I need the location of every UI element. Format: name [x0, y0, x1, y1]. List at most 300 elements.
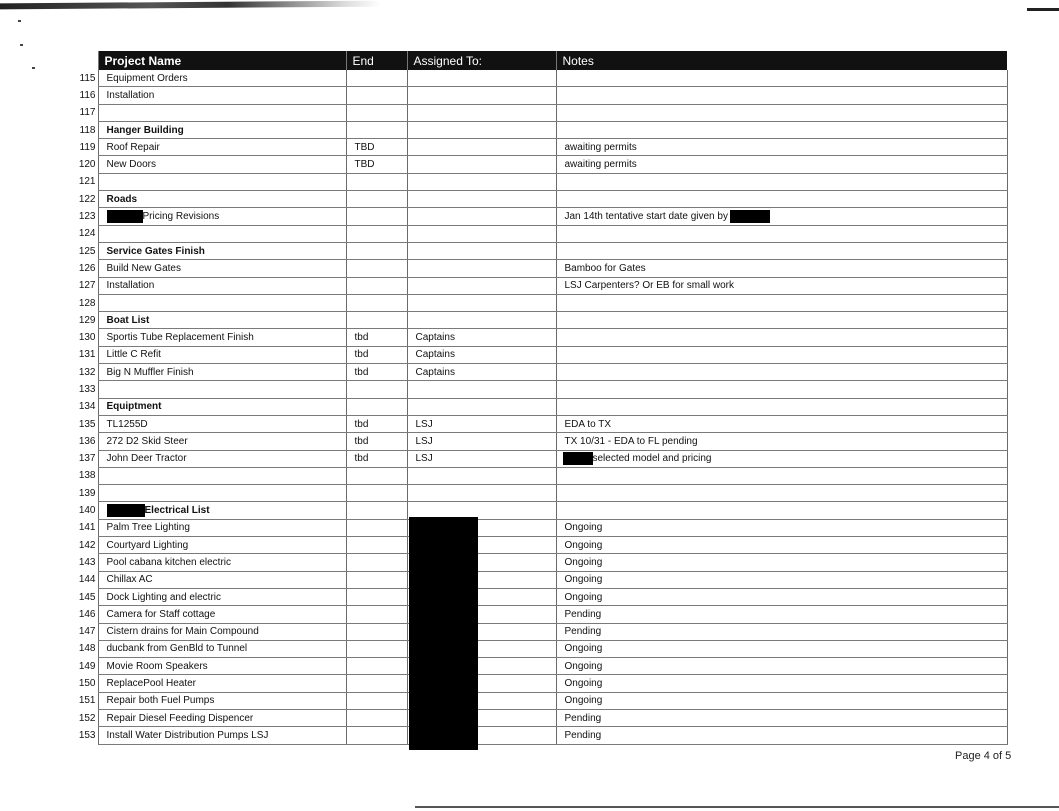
- row-number: [74, 398, 98, 415]
- notes-cell: [556, 225, 1007, 242]
- row-number-text: 139: [78, 487, 96, 499]
- assigned-to-cell-text: Captains: [415, 332, 455, 344]
- end-cell-text: tbd: [354, 349, 369, 361]
- assigned-to-cell-text: LSJ: [415, 418, 433, 430]
- notes-cell: [556, 381, 1007, 398]
- project-name-cell: [98, 70, 346, 87]
- project-name-cell: [98, 727, 346, 744]
- project-name-cell-text: Roads: [106, 193, 138, 205]
- assigned-to-cell: [407, 156, 556, 173]
- project-name-cell: [98, 398, 346, 415]
- project-name-cell: [98, 139, 346, 156]
- end-cell: [346, 242, 407, 259]
- assigned-to-cell: [407, 398, 556, 415]
- notes-cell: [556, 208, 1007, 225]
- row-number: [74, 329, 98, 346]
- end-cell: [346, 225, 407, 242]
- end-cell: [346, 260, 407, 277]
- project-name-cell-text: Electrical List: [144, 505, 210, 517]
- notes-cell-text: awaiting permits: [564, 159, 637, 171]
- end-cell: [346, 606, 407, 623]
- notes-cell: [556, 121, 1007, 138]
- notes-cell: [556, 502, 1007, 519]
- row-number: [74, 225, 98, 242]
- row-number-text: 145: [78, 591, 96, 603]
- notes-cell: [556, 294, 1007, 311]
- project-name-cell: [98, 537, 346, 554]
- notes-cell: [556, 485, 1007, 502]
- project-name-cell: [98, 502, 346, 519]
- assigned-to-cell: [407, 485, 556, 502]
- project-name-cell-text: 272 D2 Skid Steer: [106, 435, 188, 447]
- row-number-text: 123: [78, 211, 96, 223]
- table-row: [74, 121, 1007, 138]
- table-row: [74, 415, 1007, 432]
- notes-cell-text: Pending: [564, 729, 602, 741]
- notes-cell-text: Bamboo for Gates: [564, 262, 646, 274]
- row-number: [74, 242, 98, 259]
- row-number: [74, 277, 98, 294]
- redaction-block: [730, 210, 770, 223]
- table-row: [74, 87, 1007, 104]
- end-cell: [346, 277, 407, 294]
- assigned-to-cell-text: LSJ: [415, 435, 433, 447]
- project-name-cell: [98, 415, 346, 432]
- project-name-cell: [98, 450, 346, 467]
- table-row: [74, 139, 1007, 156]
- assigned-to-cell: [407, 312, 556, 329]
- row-number-text: 150: [78, 678, 96, 690]
- project-name-cell: [98, 588, 346, 605]
- row-number: [74, 191, 98, 208]
- table-row: [74, 727, 1007, 744]
- project-name-cell-text: Installation: [106, 280, 155, 292]
- notes-cell: [556, 156, 1007, 173]
- row-number: [74, 485, 98, 502]
- project-name-cell: [98, 329, 346, 346]
- redaction-block: [107, 504, 145, 517]
- row-number: [74, 502, 98, 519]
- end-cell: [346, 692, 407, 709]
- notes-cell-text: Ongoing: [564, 574, 603, 586]
- project-name-cell-text: Hanger Building: [106, 124, 184, 136]
- table-row: [74, 173, 1007, 190]
- project-name-cell-text: Chillax AC: [106, 574, 153, 586]
- end-cell: [346, 450, 407, 467]
- assigned-to-cell: [407, 381, 556, 398]
- project-name-cell-text: Camera for Staff cottage: [106, 608, 216, 620]
- row-number-text: 151: [78, 695, 96, 707]
- row-number-text: 126: [78, 262, 96, 274]
- row-number-text: 137: [78, 453, 96, 465]
- end-cell: [346, 502, 407, 519]
- project-name-cell-text: New Doors: [106, 159, 156, 171]
- project-name-cell-text: Pool cabana kitchen electric: [106, 556, 232, 568]
- table-row: [74, 433, 1007, 450]
- notes-cell-text: Jan 14th tentative start date given by: [564, 211, 728, 223]
- notes-cell-text: Pending: [564, 712, 602, 724]
- notes-cell: [556, 277, 1007, 294]
- table-row: [74, 260, 1007, 277]
- row-number: [74, 658, 98, 675]
- end-cell: [346, 346, 407, 363]
- notes-cell-text: awaiting permits: [564, 141, 637, 153]
- table-row: [74, 277, 1007, 294]
- notes-cell-text: Ongoing: [564, 660, 603, 672]
- assigned-to-cell: [407, 294, 556, 311]
- scan-speck: [32, 67, 35, 69]
- row-number-text: 125: [78, 245, 96, 257]
- row-number: [74, 554, 98, 571]
- assigned-to-cell: [407, 415, 556, 432]
- table-row: [74, 208, 1007, 225]
- project-name-cell: [98, 571, 346, 588]
- notes-cell-text: selected model and pricing: [592, 453, 712, 465]
- project-name-cell-text: Big N Muffler Finish: [106, 366, 194, 378]
- table-row: [74, 450, 1007, 467]
- assigned-to-cell-text: Captains: [415, 349, 455, 361]
- row-number: [74, 588, 98, 605]
- project-name-cell: [98, 121, 346, 138]
- project-name-cell: [98, 173, 346, 190]
- end-cell: [346, 658, 407, 675]
- row-number: [74, 675, 98, 692]
- end-cell-text: tbd: [354, 366, 369, 378]
- notes-cell: [556, 623, 1007, 640]
- row-number: [74, 415, 98, 432]
- project-name-cell-text: Cistern drains for Main Compound: [106, 626, 259, 638]
- notes-cell: [556, 709, 1007, 726]
- project-name-cell-text: Equipment Orders: [106, 72, 188, 84]
- assigned-to-cell: [407, 433, 556, 450]
- project-name-cell: [98, 364, 346, 381]
- project-name-cell: [98, 156, 346, 173]
- notes-cell: [556, 139, 1007, 156]
- end-cell: [346, 173, 407, 190]
- end-cell: [346, 709, 407, 726]
- assigned-to-cell: [407, 364, 556, 381]
- table-row: [74, 312, 1007, 329]
- header-row: [74, 51, 1007, 70]
- column-header-end: End: [346, 51, 407, 70]
- row-number: [74, 173, 98, 190]
- project-name-cell-text: Repair Diesel Feeding Dispencer: [106, 712, 254, 724]
- table-row: [74, 709, 1007, 726]
- table-row: [74, 346, 1007, 363]
- end-cell: [346, 294, 407, 311]
- notes-cell: [556, 415, 1007, 432]
- table-row: [74, 502, 1007, 519]
- column-header-project-name: Project Name: [98, 51, 346, 70]
- project-name-cell-text: Palm Tree Lighting: [106, 522, 190, 534]
- end-cell: [346, 87, 407, 104]
- project-name-cell: [98, 104, 346, 121]
- scan-artifact-bottom: [415, 806, 1059, 808]
- notes-cell-text: Ongoing: [564, 539, 603, 551]
- end-cell: [346, 640, 407, 657]
- scan-artifact-top-right: [1027, 8, 1059, 11]
- project-name-cell-text: Pricing Revisions: [142, 211, 220, 223]
- notes-cell: [556, 519, 1007, 536]
- assigned-to-cell: [407, 225, 556, 242]
- project-name-cell: [98, 692, 346, 709]
- row-number-text: 148: [78, 643, 96, 655]
- notes-cell-text: LSJ Carpenters? Or EB for small work: [564, 280, 734, 292]
- row-number: [74, 121, 98, 138]
- project-name-cell: [98, 294, 346, 311]
- project-name-cell: [98, 467, 346, 484]
- row-number-text: 129: [78, 314, 96, 326]
- project-name-cell-text: Little C Refit: [106, 349, 161, 361]
- assigned-to-cell: [407, 450, 556, 467]
- project-name-cell-text: Repair both Fuel Pumps: [106, 695, 215, 707]
- row-number-text: 130: [78, 332, 96, 344]
- table-row: [74, 191, 1007, 208]
- notes-cell: [556, 364, 1007, 381]
- end-cell: [346, 139, 407, 156]
- scan-speck: [18, 20, 21, 22]
- table-row: [74, 537, 1007, 554]
- row-number: [74, 70, 98, 87]
- row-number-text: 149: [78, 660, 96, 672]
- project-name-cell-text: Install Water Distribution Pumps LSJ: [106, 729, 269, 741]
- assigned-to-cell: [407, 121, 556, 138]
- row-number: [74, 606, 98, 623]
- project-name-cell: [98, 709, 346, 726]
- row-number-text: 119: [79, 141, 96, 153]
- notes-cell: [556, 104, 1007, 121]
- row-number: [74, 571, 98, 588]
- assigned-to-cell-text: Captains: [415, 366, 455, 378]
- notes-cell-text: Ongoing: [564, 678, 603, 690]
- end-cell-text: tbd: [354, 453, 369, 465]
- end-cell: [346, 70, 407, 87]
- row-number: [74, 433, 98, 450]
- end-cell-text: TBD: [354, 141, 375, 153]
- table-row: [74, 156, 1007, 173]
- project-name-cell: [98, 381, 346, 398]
- row-number-text: 143: [78, 556, 96, 568]
- notes-cell: [556, 675, 1007, 692]
- project-name-cell: [98, 554, 346, 571]
- notes-cell: [556, 242, 1007, 259]
- notes-cell: [556, 260, 1007, 277]
- end-cell: [346, 329, 407, 346]
- project-name-cell: [98, 640, 346, 657]
- project-table: [74, 51, 1008, 745]
- table-row: [74, 692, 1007, 709]
- assigned-to-cell: [407, 208, 556, 225]
- row-number-text: 120: [78, 159, 96, 171]
- row-number: [74, 727, 98, 744]
- assigned-to-cell-text: LSJ: [415, 453, 433, 465]
- project-name-cell: [98, 433, 346, 450]
- row-number-text: 142: [78, 539, 96, 551]
- row-number: [74, 623, 98, 640]
- project-name-cell: [98, 225, 346, 242]
- notes-cell-text: Pending: [564, 626, 602, 638]
- end-cell: [346, 727, 407, 744]
- row-number: [74, 519, 98, 536]
- notes-cell: [556, 398, 1007, 415]
- project-name-cell: [98, 208, 346, 225]
- table-body: [74, 70, 1007, 744]
- row-number-text: 133: [78, 383, 96, 395]
- assigned-to-cell: [407, 329, 556, 346]
- row-number: [74, 640, 98, 657]
- project-name-cell: [98, 87, 346, 104]
- column-header-notes: Notes: [556, 51, 1007, 70]
- row-number-text: 152: [78, 712, 96, 724]
- end-cell: [346, 554, 407, 571]
- row-number-text: 146: [78, 608, 96, 620]
- project-name-cell: [98, 519, 346, 536]
- scan-artifact-top: [0, 1, 380, 10]
- table-row: [74, 381, 1007, 398]
- row-number: [74, 709, 98, 726]
- end-cell-text: TBD: [354, 159, 375, 171]
- row-number: [74, 537, 98, 554]
- redaction-block: [563, 452, 593, 465]
- row-number-text: 116: [79, 89, 96, 101]
- project-name-cell-text: ducbank from GenBld to Tunnel: [106, 643, 248, 655]
- notes-cell: [556, 658, 1007, 675]
- redaction-block-assigned: [409, 517, 478, 750]
- project-name-cell-text: Courtyard Lighting: [106, 539, 189, 551]
- end-cell: [346, 519, 407, 536]
- notes-cell: [556, 467, 1007, 484]
- end-cell-text: tbd: [354, 418, 369, 430]
- project-name-cell-text: Service Gates Finish: [106, 245, 205, 257]
- table-row: [74, 294, 1007, 311]
- project-name-cell-text: Movie Room Speakers: [106, 660, 208, 672]
- table-row: [74, 658, 1007, 675]
- notes-cell: [556, 571, 1007, 588]
- notes-cell: [556, 329, 1007, 346]
- row-number-text: 136: [78, 435, 96, 447]
- notes-cell: [556, 692, 1007, 709]
- table-row: [74, 485, 1007, 502]
- project-name-cell-text: John Deer Tractor: [106, 453, 187, 465]
- notes-cell-text: Ongoing: [564, 695, 603, 707]
- row-number-text: 124: [78, 228, 96, 240]
- notes-cell: [556, 537, 1007, 554]
- notes-cell: [556, 727, 1007, 744]
- end-cell: [346, 433, 407, 450]
- notes-cell: [556, 87, 1007, 104]
- end-cell-text: tbd: [354, 435, 369, 447]
- table-row: [74, 571, 1007, 588]
- row-number-text: 147: [78, 626, 96, 638]
- row-number: [74, 156, 98, 173]
- assigned-to-cell: [407, 467, 556, 484]
- project-name-cell-text: ReplacePool Heater: [106, 678, 196, 690]
- project-name-cell-text: Boat List: [106, 314, 150, 326]
- assigned-to-cell: [407, 87, 556, 104]
- row-number-text: 131: [78, 349, 96, 361]
- notes-cell-text: Ongoing: [564, 591, 603, 603]
- table-row: [74, 519, 1007, 536]
- row-number-text: 117: [79, 107, 96, 119]
- notes-cell-text: Ongoing: [564, 643, 603, 655]
- row-number-text: 134: [78, 401, 96, 413]
- row-number-text: 138: [78, 470, 96, 482]
- row-number-header: [74, 51, 98, 70]
- notes-cell: [556, 640, 1007, 657]
- row-number-text: 127: [78, 280, 96, 292]
- assigned-to-cell: [407, 277, 556, 294]
- assigned-to-cell: [407, 173, 556, 190]
- assigned-to-cell: [407, 242, 556, 259]
- row-number: [74, 364, 98, 381]
- row-number-text: 140: [78, 505, 96, 517]
- row-number: [74, 312, 98, 329]
- project-name-cell-text: Equiptment: [106, 401, 162, 413]
- notes-cell: [556, 606, 1007, 623]
- project-name-cell: [98, 277, 346, 294]
- table-row: [74, 588, 1007, 605]
- table-row: [74, 623, 1007, 640]
- notes-cell-text: TX 10/31 - EDA to FL pending: [564, 435, 698, 447]
- row-number: [74, 346, 98, 363]
- row-number-text: 153: [78, 729, 96, 741]
- row-number: [74, 692, 98, 709]
- end-cell: [346, 623, 407, 640]
- notes-cell: [556, 554, 1007, 571]
- assigned-to-cell: [407, 346, 556, 363]
- table-row: [74, 467, 1007, 484]
- row-number: [74, 450, 98, 467]
- row-number-text: 144: [78, 574, 96, 586]
- notes-cell-text: Pending: [564, 608, 602, 620]
- end-cell: [346, 571, 407, 588]
- row-number-text: 132: [78, 366, 96, 378]
- table-row: [74, 606, 1007, 623]
- row-number-text: 115: [79, 72, 96, 84]
- project-name-cell: [98, 312, 346, 329]
- project-name-cell: [98, 485, 346, 502]
- table-row: [74, 640, 1007, 657]
- notes-cell: [556, 433, 1007, 450]
- row-number: [74, 260, 98, 277]
- row-number: [74, 467, 98, 484]
- end-cell: [346, 156, 407, 173]
- assigned-to-cell: [407, 260, 556, 277]
- assigned-to-cell: [407, 191, 556, 208]
- end-cell-text: tbd: [354, 332, 369, 344]
- spreadsheet-page: [74, 51, 1007, 745]
- project-name-cell: [98, 191, 346, 208]
- table-row: [74, 225, 1007, 242]
- project-name-cell: [98, 260, 346, 277]
- notes-cell-text: Ongoing: [564, 556, 603, 568]
- notes-cell: [556, 588, 1007, 605]
- table-row: [74, 675, 1007, 692]
- assigned-to-cell: [407, 70, 556, 87]
- table-row: [74, 104, 1007, 121]
- end-cell: [346, 208, 407, 225]
- notes-cell: [556, 173, 1007, 190]
- end-cell: [346, 485, 407, 502]
- row-number-text: 121: [78, 176, 96, 188]
- table-row: [74, 70, 1007, 87]
- page-number: Page 4 of 5: [955, 750, 1012, 762]
- redaction-block: [107, 210, 143, 223]
- notes-cell: [556, 450, 1007, 467]
- row-number: [74, 294, 98, 311]
- project-name-cell: [98, 242, 346, 259]
- project-name-cell-text: Roof Repair: [106, 141, 160, 153]
